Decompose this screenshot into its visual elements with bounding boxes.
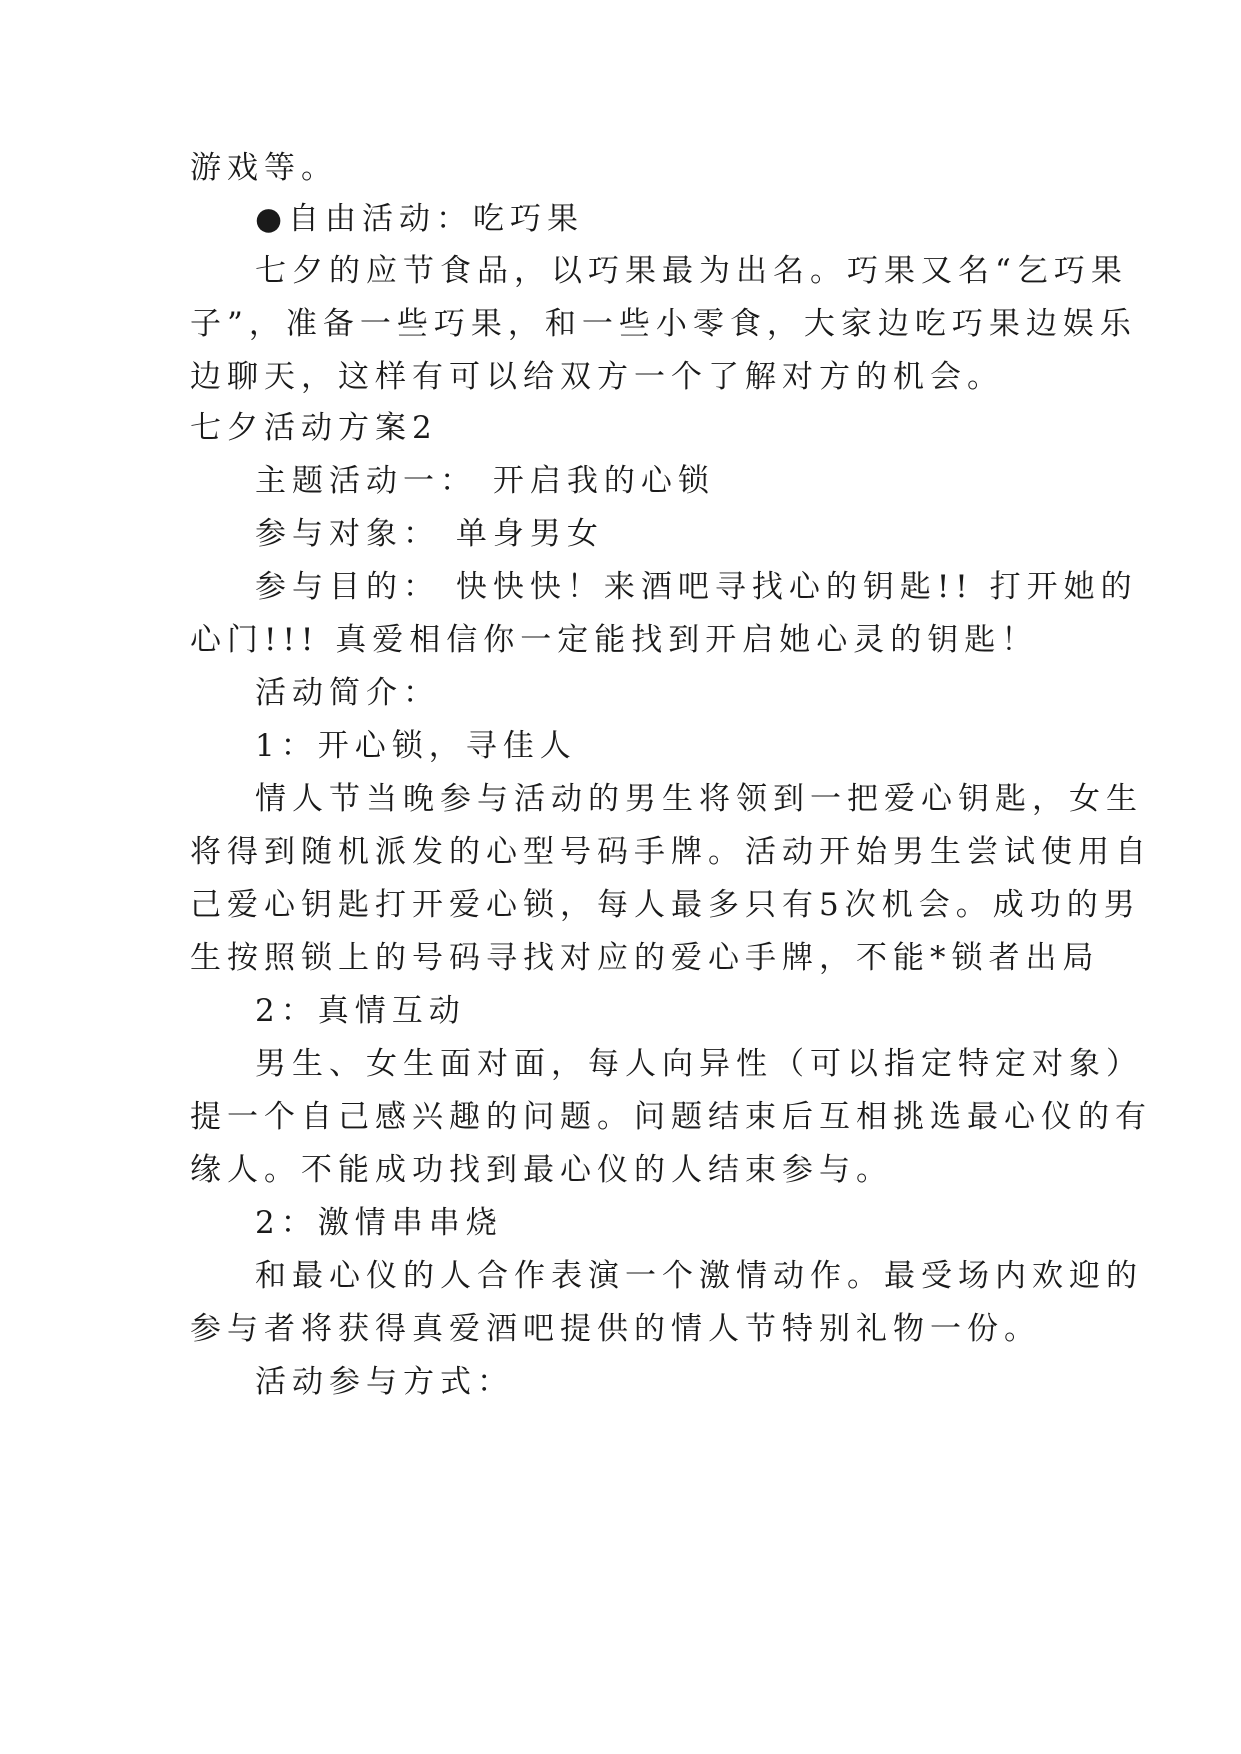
text-line: 2：激情串串烧 [255,1205,503,1241]
text-line: 活动参与方式： [255,1364,514,1400]
text-line: 心门!!! 真爱相信你一定能找到开启她心灵的钥匙！ [190,622,1039,658]
text-line: 将得到随机派发的心型号码手牌。活动开始男生尝试使用自 [190,834,1152,870]
text-line: 参与者将获得真爱酒吧提供的情人节特别礼物一份。 [190,1311,1041,1347]
text-line: 生按照锁上的号码寻找对应的爱心手牌，不能*锁者出局 [190,940,1100,976]
section-bullet-free-activity: ●自由活动：吃巧果 [255,201,585,237]
text-line: 边聊天，这样有可以给双方一个了解对方的机会。 [190,359,1004,395]
text-line: 情人节当晚参与活动的男生将领到一把爱心钥匙，女生 [255,781,1143,817]
text-line: 男生、女生面对面，每人向异性（可以指定特定对象） [255,1046,1143,1082]
text-line: 1：开心锁，寻佳人 [255,728,577,764]
text-line: 缘人。不能成功找到最心仪的人结束参与。 [190,1152,893,1188]
section-heading: 七夕活动方案2 [190,410,438,446]
text-line: 提一个自己感兴趣的问题。问题结束后互相挑选最心仪的有 [190,1099,1152,1135]
text-line: 参与目的： 快快快！来酒吧寻找心的钥匙!! 打开她的 [255,569,1138,605]
text-line: 和最心仪的人合作表演一个激情动作。最受场内欢迎的 [255,1258,1143,1294]
text-line: 子”，准备一些巧果，和一些小零食，大家边吃巧果边娱乐 [190,306,1137,342]
text-line: 七夕的应节食品，以巧果最为出名。巧果又名“乞巧果 [255,253,1128,289]
text-line: 主题活动一： 开启我的心锁 [255,463,715,499]
text-line: 2：真情互动 [255,993,466,1029]
text-line: 游戏等。 [190,150,338,186]
text-line: 活动简介： [255,675,440,711]
text-line: 参与对象： 单身男女 [255,516,604,552]
text-line: 己爱心钥匙打开爱心锁，每人最多只有5次机会。成功的男 [190,887,1141,923]
